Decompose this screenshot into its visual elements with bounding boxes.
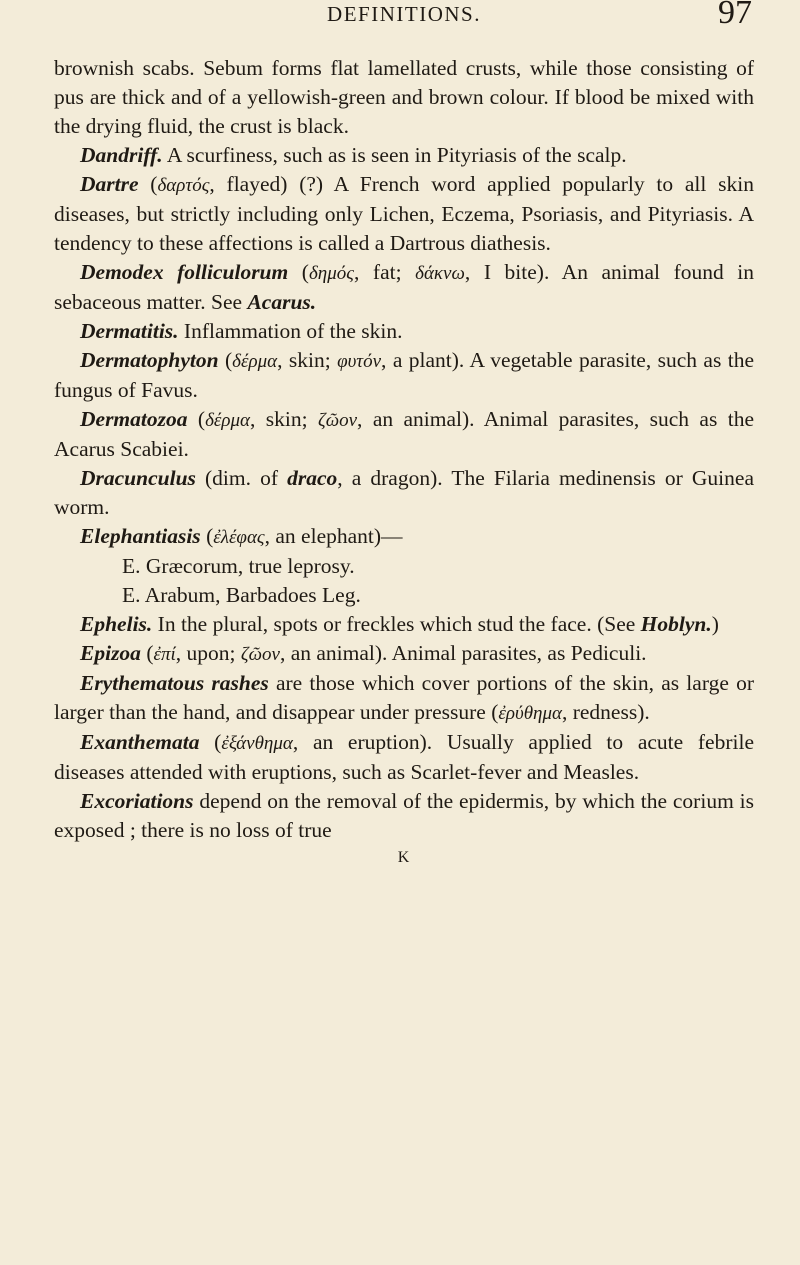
entry-term: Dermatophyton bbox=[80, 348, 219, 372]
entry-text: ( bbox=[187, 407, 206, 431]
entry-text: ( bbox=[140, 641, 154, 665]
entry-text: ( bbox=[288, 260, 309, 284]
greek-word: ἐπί bbox=[153, 644, 176, 665]
entry-text: ) bbox=[711, 612, 719, 636]
entry-text: ( bbox=[138, 172, 158, 196]
entry-text: , an animal). Animal parasites, such as the Acarus Scabiei. bbox=[54, 407, 754, 461]
entry-text: ( bbox=[199, 730, 222, 754]
entry-term: Dracunculus bbox=[80, 466, 196, 490]
page-number: 97 bbox=[718, 0, 752, 31]
body-text bbox=[54, 54, 754, 845]
greek-word: ζῶον bbox=[240, 644, 280, 665]
greek-word: ζῶον bbox=[318, 410, 358, 431]
cross-reference: Hoblyn. bbox=[640, 612, 712, 636]
entry-exanthemata bbox=[54, 728, 754, 787]
entry-text: , fat; bbox=[353, 260, 416, 284]
entry-text: (dim. of bbox=[195, 466, 288, 490]
paragraph-text: brownish scabs. Sebum forms flat lamellated crusts, while those consisting of pus are thick and of a yellowish-green and brown colour. If blood be mixed with the drying fluid, the crust is black. bbox=[54, 56, 754, 138]
entry-term: Elephantiasis bbox=[80, 524, 201, 548]
entry-text: In the plural, spots or freckles which stud the face. (See bbox=[152, 612, 641, 636]
entry-term: Dermatozoa bbox=[80, 407, 188, 431]
entry-text: , flayed) (?) A French word applied popularly to all skin diseases, but strictly including only Lichen, Eczema, Psoriasis, and Pityriasis. A tendency to these affections is called a Dartrous diathesis. bbox=[54, 172, 754, 255]
entry-text: , an elephant)— bbox=[264, 524, 403, 548]
entry-subitem: E. Arabum, Barbadoes Leg. bbox=[122, 583, 361, 607]
entry-text: ( bbox=[218, 348, 233, 372]
cross-reference: Acarus. bbox=[247, 290, 317, 314]
entry-dandriff bbox=[54, 141, 754, 170]
greek-word: δημός bbox=[308, 263, 354, 284]
entry-text: , redness). bbox=[561, 700, 650, 724]
italic-word: draco bbox=[287, 466, 338, 490]
greek-word: δέρμα bbox=[205, 410, 251, 431]
entry-text: , skin; bbox=[277, 348, 338, 372]
entry-term: Epizoa bbox=[80, 641, 141, 665]
page-header bbox=[54, 0, 754, 44]
entry-dermatozoa bbox=[54, 405, 754, 464]
entry-dartre bbox=[54, 170, 754, 258]
greek-word: ἐρύθημα bbox=[498, 703, 562, 724]
entry-text: , an animal). Animal parasites, as Pediculi. bbox=[279, 641, 647, 665]
entry-demodex bbox=[54, 258, 754, 317]
entry-ephelis bbox=[54, 610, 754, 639]
entry-term: Dartre bbox=[80, 172, 139, 196]
entry-term: Erythematous rashes bbox=[80, 671, 269, 695]
greek-word: δάκνω bbox=[415, 263, 465, 284]
entry-text: Inflammation of the skin. bbox=[178, 319, 403, 343]
entry-text: , skin; bbox=[250, 407, 318, 431]
entry-term: Ephelis. bbox=[80, 612, 153, 636]
entry-text: , I bite). An animal found in sebaceous matter. See bbox=[54, 260, 755, 314]
signature-mark: K bbox=[397, 849, 411, 866]
entry-text: ( bbox=[200, 524, 214, 548]
entry-term: Demodex folliculorum bbox=[80, 260, 289, 284]
greek-word: φυτόν bbox=[337, 351, 382, 372]
entry-elephantiasis bbox=[54, 522, 754, 552]
entry-erythematous bbox=[54, 669, 754, 728]
entry-text: , upon; bbox=[175, 641, 241, 665]
greek-word: ἐξάνθημα bbox=[221, 733, 293, 754]
entry-term: Dermatitis. bbox=[80, 319, 179, 343]
greek-word: δαρτός bbox=[157, 175, 210, 196]
entry-text: , a dragon). The Filaria medinensis or Guinea worm. bbox=[54, 466, 754, 519]
paragraph-continuation bbox=[54, 54, 754, 141]
entry-epizoa bbox=[54, 639, 754, 669]
greek-word: ἐλέφας bbox=[213, 527, 265, 548]
greek-word: δέρμα bbox=[232, 351, 278, 372]
entry-dermatitis bbox=[54, 317, 754, 346]
entry-dracunculus bbox=[54, 464, 754, 522]
entry-text: A scurfiness, such as is seen in Pityriasis of the scalp. bbox=[162, 143, 627, 167]
entry-text: are those which cover portions of the skin, as large or larger than the hand, and disappear under pressure ( bbox=[54, 671, 754, 724]
entry-text: , an eruption). Usually applied to acute febrile diseases attended with eruptions, such as Scarlet-fever and Measles. bbox=[54, 730, 754, 784]
running-head: DEFINITIONS. bbox=[327, 2, 481, 26]
entry-dermatophyton bbox=[54, 346, 754, 405]
entry-text: depend on the removal of the epidermis, by which the corium is exposed ; there is no loss of true bbox=[54, 789, 754, 842]
entry-text: , a plant). A vegetable parasite, such as the fungus of Favus. bbox=[54, 348, 754, 402]
entry-term: Exanthemata bbox=[80, 730, 200, 754]
entry-term: Dandriff. bbox=[80, 143, 163, 167]
entry-term: Excoriations bbox=[80, 789, 194, 813]
entry-excoriations bbox=[54, 787, 754, 845]
entry-subitem: E. Græcorum, true leprosy. bbox=[122, 554, 355, 578]
